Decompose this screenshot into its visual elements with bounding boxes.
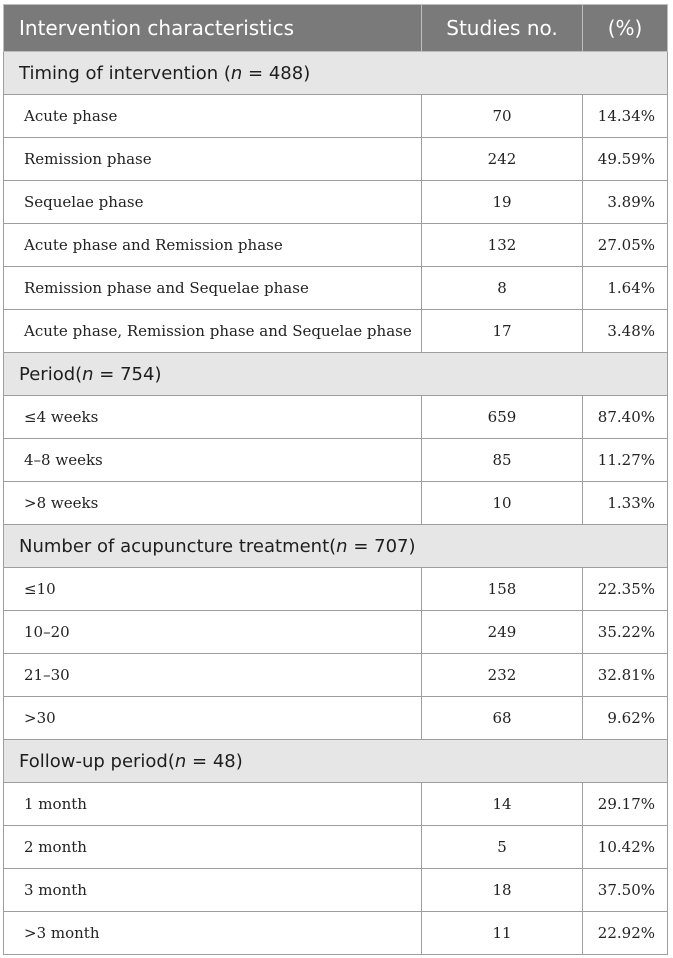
table-row bbox=[4, 611, 668, 654]
table-row bbox=[4, 654, 668, 697]
row-studies-count: 17 bbox=[422, 310, 583, 353]
table-row bbox=[4, 138, 668, 181]
section-title-text: Period( bbox=[19, 363, 83, 385]
row-label: 2 month bbox=[4, 826, 422, 869]
section-header-row bbox=[4, 353, 668, 396]
section-n-symbol: n bbox=[174, 750, 187, 772]
table-row bbox=[4, 267, 668, 310]
row-percent: 3.89% bbox=[583, 181, 668, 224]
section-n-value: = 488) bbox=[242, 62, 311, 84]
row-label: >3 month bbox=[4, 912, 422, 955]
row-percent: 32.81% bbox=[583, 654, 668, 697]
table-header-row bbox=[4, 5, 668, 52]
row-percent: 87.40% bbox=[583, 396, 668, 439]
section-header-row bbox=[4, 52, 668, 95]
row-studies-count: 249 bbox=[422, 611, 583, 654]
row-percent: 27.05% bbox=[583, 224, 668, 267]
table-row bbox=[4, 869, 668, 912]
section-n-symbol: n bbox=[82, 363, 94, 385]
row-label: 4–8 weeks bbox=[4, 439, 422, 482]
row-percent: 29.17% bbox=[583, 783, 668, 826]
section-n-value: = 707) bbox=[347, 535, 416, 557]
row-label: ≤4 weeks bbox=[4, 396, 422, 439]
row-studies-count: 659 bbox=[422, 396, 583, 439]
table-row bbox=[4, 310, 668, 353]
row-label: Acute phase bbox=[4, 95, 422, 138]
table-body bbox=[4, 52, 668, 955]
row-studies-count: 68 bbox=[422, 697, 583, 740]
header-percent: (%) bbox=[583, 5, 668, 52]
table-row bbox=[4, 697, 668, 740]
row-studies-count: 242 bbox=[422, 138, 583, 181]
table-row bbox=[4, 482, 668, 525]
row-percent: 14.34% bbox=[583, 95, 668, 138]
header-studies-no: Studies no. bbox=[422, 5, 583, 52]
row-studies-count: 10 bbox=[422, 482, 583, 525]
row-studies-count: 18 bbox=[422, 869, 583, 912]
section-title bbox=[4, 525, 668, 568]
row-label: 1 month bbox=[4, 783, 422, 826]
row-percent: 22.92% bbox=[583, 912, 668, 955]
row-percent: 22.35% bbox=[583, 568, 668, 611]
section-header-row bbox=[4, 525, 668, 568]
row-label: 10–20 bbox=[4, 611, 422, 654]
table-row bbox=[4, 95, 668, 138]
row-percent: 1.33% bbox=[583, 482, 668, 525]
table-row bbox=[4, 783, 668, 826]
row-label: 3 month bbox=[4, 869, 422, 912]
row-studies-count: 70 bbox=[422, 95, 583, 138]
table-row bbox=[4, 826, 668, 869]
row-label: Sequelae phase bbox=[4, 181, 422, 224]
row-percent: 3.48% bbox=[583, 310, 668, 353]
section-title-text: Timing of intervention ( bbox=[19, 62, 231, 84]
table-row bbox=[4, 912, 668, 955]
section-title bbox=[4, 353, 668, 396]
row-percent: 1.64% bbox=[583, 267, 668, 310]
intervention-characteristics-table bbox=[3, 4, 668, 955]
row-percent: 37.50% bbox=[583, 869, 668, 912]
row-studies-count: 19 bbox=[422, 181, 583, 224]
header-intervention-characteristics: Intervention characteristics bbox=[4, 5, 422, 52]
row-label: Acute phase and Remission phase bbox=[4, 224, 422, 267]
row-studies-count: 5 bbox=[422, 826, 583, 869]
row-percent: 35.22% bbox=[583, 611, 668, 654]
row-percent: 11.27% bbox=[583, 439, 668, 482]
section-n-value: = 754) bbox=[93, 363, 162, 385]
row-studies-count: 232 bbox=[422, 654, 583, 697]
row-label: Remission phase bbox=[4, 138, 422, 181]
row-percent: 9.62% bbox=[583, 697, 668, 740]
row-studies-count: 14 bbox=[422, 783, 583, 826]
row-percent: 10.42% bbox=[583, 826, 668, 869]
row-studies-count: 132 bbox=[422, 224, 583, 267]
section-title-text: Number of acupuncture treatment( bbox=[19, 535, 337, 557]
section-title-text: Follow-up period( bbox=[19, 750, 175, 772]
section-header-row bbox=[4, 740, 668, 783]
row-studies-count: 158 bbox=[422, 568, 583, 611]
row-label: >30 bbox=[4, 697, 422, 740]
section-n-symbol: n bbox=[336, 535, 348, 557]
row-label: >8 weeks bbox=[4, 482, 422, 525]
section-title bbox=[4, 740, 668, 783]
row-label: ≤10 bbox=[4, 568, 422, 611]
section-n-symbol: n bbox=[230, 62, 243, 84]
row-label: 21–30 bbox=[4, 654, 422, 697]
table-row bbox=[4, 568, 668, 611]
table-row bbox=[4, 439, 668, 482]
table-row bbox=[4, 181, 668, 224]
row-studies-count: 11 bbox=[422, 912, 583, 955]
table-row bbox=[4, 396, 668, 439]
row-percent: 49.59% bbox=[583, 138, 668, 181]
section-title bbox=[4, 52, 668, 95]
table-row bbox=[4, 224, 668, 267]
row-studies-count: 8 bbox=[422, 267, 583, 310]
row-label: Remission phase and Sequelae phase bbox=[4, 267, 422, 310]
row-label: Acute phase, Remission phase and Sequelae phase bbox=[4, 310, 422, 353]
row-studies-count: 85 bbox=[422, 439, 583, 482]
section-n-value: = 48) bbox=[186, 750, 243, 772]
